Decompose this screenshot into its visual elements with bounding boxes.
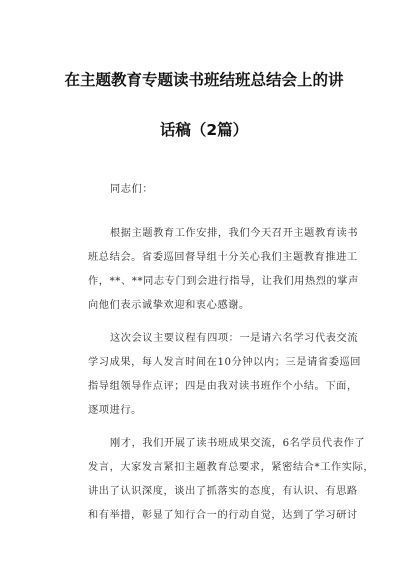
paragraph-line: 讲出了认识深度，谈出了抓落实的态度，有认识、有思路 [88, 486, 358, 497]
paragraph-line: 向他们表示诚挚欢迎和衷心感谢。 [88, 300, 250, 311]
paragraph-line: 这次会议主要议程有四项：一是请六名学习代表交流 [110, 333, 359, 344]
paragraph-2 [88, 327, 362, 423]
paragraph-line: 和有举措，彰显了知行合一的行动自觉，达到了学习研讨 [88, 510, 358, 521]
paragraph-3 [88, 432, 375, 528]
paragraph-line: 班总结会。省委巡回督导组十分关心我们主题教育推进工 [88, 252, 358, 263]
paragraph-line: 发言，大家发言紧扣主题教育总要求，紧密结合*工作实际， [88, 462, 375, 473]
paragraph-line: 学习成果，每人发言时间在10分钟以内；三是请省委巡回 [88, 357, 362, 368]
paragraph-line: 刚才，我们开展了读书班成果交流，6名学员代表作了 [110, 438, 366, 449]
paragraph-1 [88, 222, 359, 318]
paragraph-line: 逐项进行。 [88, 405, 142, 416]
document-title-line-2: 话稿（2篇） [159, 121, 249, 139]
paragraph-line: 指导组领导作点评；四是由我对读书班作个小结。下面， [88, 381, 358, 392]
paragraph-line: 作，**、**同志专门到会进行指导，让我们用热烈的掌声 [88, 276, 359, 287]
paragraph-line: 根据主题教育工作安排，我们今天召开主题教育读书 [110, 228, 359, 239]
document-title-line-1: 在主题教育专题读书班结班总结会上的讲 [64, 71, 344, 89]
salutation: 同志们： [110, 184, 154, 195]
